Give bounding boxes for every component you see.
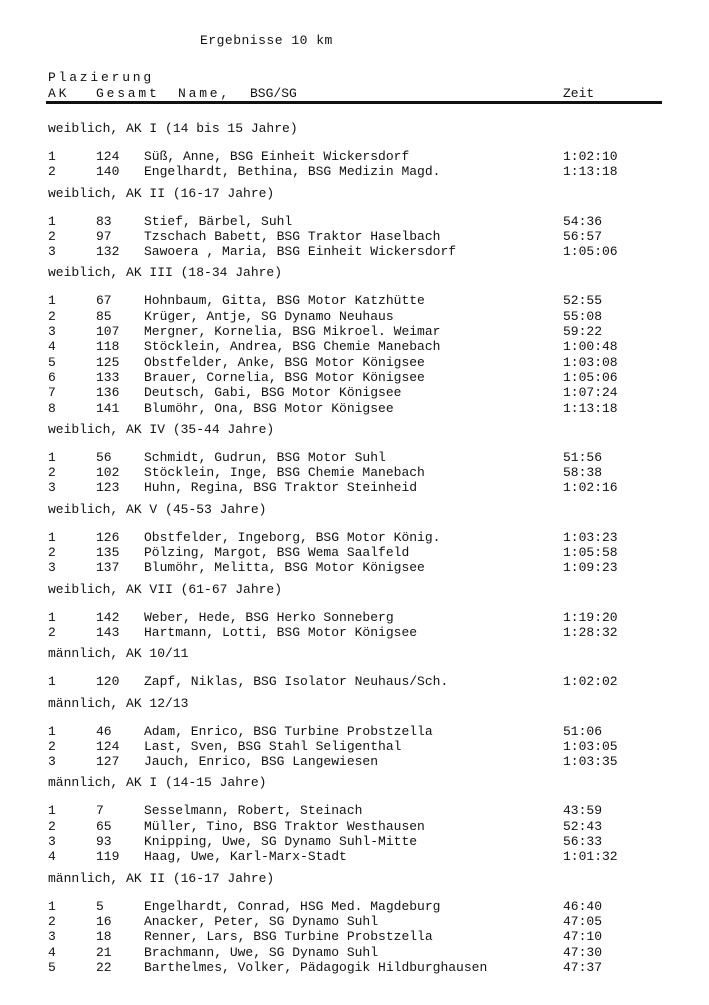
rank-overall: 16 [96, 913, 112, 929]
group-title: männlich, AK 10/11 [48, 646, 189, 662]
finish-time: 55:08 [563, 308, 603, 324]
rank-ak: 1 [48, 213, 56, 229]
rank-overall: 46 [96, 723, 112, 739]
group-title: weiblich, AK V (45-53 Jahre) [48, 501, 267, 517]
athlete-name: Barthelmes, Volker, Pädagogik Hildburghausen [144, 959, 488, 975]
athlete-name: Brachmann, Uwe, SG Dynamo Suhl [144, 944, 379, 960]
rank-ak: 2 [48, 308, 56, 324]
athlete-name: Süß, Anne, BSG Einheit Wickersdorf [144, 149, 410, 164]
rank-ak: 8 [48, 400, 56, 416]
rank-ak: 4 [48, 944, 56, 960]
header-plazierung: Plazierung [48, 70, 155, 85]
result-row [48, 960, 658, 975]
column-header-gesamt: Gesamt [96, 86, 160, 101]
rank-overall: 127 [96, 754, 120, 770]
page-title: Ergebnisse 10 km [200, 33, 333, 48]
rank-overall: 67 [96, 293, 112, 309]
rank-overall: 118 [96, 339, 120, 355]
result-row [48, 929, 658, 944]
rank-overall: 65 [96, 818, 112, 834]
finish-time: 1:00:48 [563, 339, 618, 355]
rank-overall: 107 [96, 324, 120, 340]
result-group [48, 121, 658, 180]
rank-overall: 123 [96, 480, 120, 496]
rank-ak: 1 [48, 529, 56, 545]
result-row [48, 545, 658, 560]
rank-overall: 136 [96, 385, 120, 401]
result-row [48, 480, 658, 495]
rank-overall: 18 [96, 929, 112, 945]
rank-ak: 2 [48, 465, 56, 481]
finish-time: 1:13:18 [563, 400, 618, 416]
athlete-name: Hohnbaum, Gitta, BSG Motor Katzhütte [144, 293, 425, 309]
rank-ak: 1 [48, 723, 56, 739]
rank-overall: 137 [96, 560, 120, 576]
result-row [48, 401, 658, 416]
finish-time: 1:02:10 [563, 149, 618, 164]
finish-time: 47:05 [563, 913, 603, 929]
group-title: weiblich, AK III (18-34 Jahre) [48, 265, 283, 281]
rank-overall: 135 [96, 545, 120, 561]
group-title: weiblich, AK VII (61-67 Jahre) [48, 581, 283, 597]
rank-overall: 119 [96, 849, 120, 865]
rank-ak: 2 [48, 228, 56, 244]
result-row [48, 724, 658, 739]
athlete-name: Anacker, Peter, SG Dynamo Suhl [144, 913, 379, 929]
rank-ak: 2 [48, 164, 56, 180]
rank-ak: 2 [48, 738, 56, 754]
result-row [48, 754, 658, 769]
rank-ak: 2 [48, 624, 56, 640]
finish-time: 51:56 [563, 449, 603, 465]
athlete-name: Weber, Hede, BSG Herko Sonneberg [144, 609, 394, 625]
finish-time: 1:13:18 [563, 164, 618, 180]
finish-time: 46:40 [563, 898, 603, 914]
rank-ak: 5 [48, 959, 56, 975]
result-row [48, 214, 658, 229]
athlete-name: Tzschach Babett, BSG Traktor Haselbach [144, 228, 441, 244]
result-row [48, 803, 658, 818]
athlete-name: Pölzing, Margot, BSG Wema Saalfeld [144, 545, 410, 561]
result-group [48, 775, 658, 864]
finish-time: 1:07:24 [563, 385, 618, 401]
rank-ak: 1 [48, 149, 56, 164]
finish-time: 59:22 [563, 324, 603, 340]
result-group [48, 582, 658, 641]
rank-overall: 56 [96, 449, 112, 465]
athlete-name: Müller, Tino, BSG Traktor Westhausen [144, 818, 425, 834]
rank-overall: 85 [96, 308, 112, 324]
group-title: weiblich, AK I (14 bis 15 Jahre) [48, 121, 298, 136]
athlete-name: Engelhardt, Conrad, HSG Med. Magdeburg [144, 898, 441, 914]
athlete-name: Huhn, Regina, BSG Traktor Steinheid [144, 480, 418, 496]
finish-time: 1:28:32 [563, 624, 618, 640]
rank-overall: 102 [96, 465, 120, 481]
group-title: männlich, AK 12/13 [48, 695, 189, 711]
rank-overall: 124 [96, 149, 120, 164]
athlete-name: Deutsch, Gabi, BSG Motor Königsee [144, 385, 402, 401]
result-row [48, 339, 658, 354]
rank-ak: 3 [48, 834, 56, 850]
result-row [48, 610, 658, 625]
rank-overall: 125 [96, 354, 120, 370]
column-header-bsg: BSG/SG [250, 86, 297, 101]
result-row [48, 164, 658, 179]
result-group [48, 265, 658, 415]
finish-time: 1:19:20 [563, 609, 618, 625]
result-row [48, 625, 658, 640]
column-header-row [48, 86, 658, 102]
rank-overall: 97 [96, 228, 112, 244]
finish-time: 1:05:06 [563, 244, 618, 260]
group-title: männlich, AK II (16-17 Jahre) [48, 870, 275, 886]
result-row [48, 530, 658, 545]
rank-ak: 1 [48, 803, 56, 819]
finish-time: 47:10 [563, 929, 603, 945]
rank-ak: 1 [48, 293, 56, 309]
finish-time: 56:57 [563, 228, 603, 244]
finish-time: 1:02:02 [563, 674, 618, 690]
athlete-name: Obstfelder, Ingeborg, BSG Motor König. [144, 529, 441, 545]
result-row [48, 739, 658, 754]
rank-overall: 142 [96, 609, 120, 625]
rank-ak: 1 [48, 674, 56, 690]
result-row [48, 370, 658, 385]
rank-ak: 1 [48, 609, 56, 625]
group-title: weiblich, AK II (16-17 Jahre) [48, 185, 275, 201]
finish-time: 52:43 [563, 818, 603, 834]
finish-time: 43:59 [563, 803, 603, 819]
result-row [48, 244, 658, 259]
result-group [48, 422, 658, 496]
result-row [48, 849, 658, 864]
rank-ak: 1 [48, 898, 56, 914]
rank-overall: 141 [96, 400, 120, 416]
rank-overall: 5 [96, 898, 104, 914]
result-row [48, 674, 658, 689]
result-row [48, 819, 658, 834]
rank-overall: 143 [96, 624, 120, 640]
rank-ak: 5 [48, 354, 56, 370]
finish-time: 1:03:05 [563, 738, 618, 754]
rank-ak: 3 [48, 754, 56, 770]
result-row [48, 355, 658, 370]
rank-ak: 3 [48, 560, 56, 576]
result-group [48, 696, 658, 770]
athlete-name: Last, Sven, BSG Stahl Seligenthal [144, 738, 402, 754]
result-row [48, 834, 658, 849]
athlete-name: Engelhardt, Bethina, BSG Medizin Magd. [144, 164, 441, 180]
group-title: weiblich, AK IV (35-44 Jahre) [48, 421, 275, 437]
finish-time: 47:37 [563, 959, 603, 975]
rank-overall: 7 [96, 803, 104, 819]
column-header-ak: AK [48, 86, 70, 101]
result-row [48, 385, 658, 400]
athlete-name: Stief, Bärbel, Suhl [144, 213, 293, 229]
athlete-name: Brauer, Cornelia, BSG Motor Königsee [144, 369, 425, 385]
result-row [48, 229, 658, 244]
rank-overall: 93 [96, 834, 112, 850]
column-header-zeit: Zeit [563, 86, 595, 101]
result-group [48, 502, 658, 576]
athlete-name: Hartmann, Lotti, BSG Motor Königsee [144, 624, 418, 640]
rank-ak: 3 [48, 324, 56, 340]
finish-time: 51:06 [563, 723, 603, 739]
rank-ak: 1 [48, 449, 56, 465]
finish-time: 52:55 [563, 293, 603, 309]
athlete-name: Sesselmann, Robert, Steinach [144, 803, 363, 819]
result-row [48, 149, 658, 164]
rank-ak: 3 [48, 929, 56, 945]
athlete-name: Stöcklein, Inge, BSG Chemie Manebach [144, 465, 425, 481]
rank-ak: 2 [48, 545, 56, 561]
rank-overall: 126 [96, 529, 120, 545]
athlete-name: Blumöhr, Ona, BSG Motor Königsee [144, 400, 394, 416]
athlete-name: Zapf, Niklas, BSG Isolator Neuhaus/Sch. [144, 674, 449, 690]
result-row [48, 324, 658, 339]
finish-time: 1:05:06 [563, 369, 618, 385]
finish-time: 1:03:08 [563, 354, 618, 370]
finish-time: 58:38 [563, 465, 603, 481]
rank-ak: 3 [48, 244, 56, 260]
group-title: männlich, AK I (14-15 Jahre) [48, 775, 267, 791]
finish-time: 1:01:32 [563, 849, 618, 865]
athlete-name: Adam, Enrico, BSG Turbine Probstzella [144, 723, 433, 739]
rank-overall: 21 [96, 944, 112, 960]
result-row [48, 945, 658, 960]
finish-time: 1:03:35 [563, 754, 618, 770]
rank-ak: 7 [48, 385, 56, 401]
rank-overall: 124 [96, 738, 120, 754]
finish-time: 1:03:23 [563, 529, 618, 545]
athlete-name: Blumöhr, Melitta, BSG Motor Königsee [144, 560, 425, 576]
rank-ak: 2 [48, 818, 56, 834]
result-row [48, 465, 658, 480]
result-group [48, 871, 658, 975]
rank-overall: 133 [96, 369, 120, 385]
rank-overall: 120 [96, 674, 120, 690]
athlete-name: Obstfelder, Anke, BSG Motor Königsee [144, 354, 425, 370]
result-group [48, 646, 658, 689]
rank-ak: 6 [48, 369, 56, 385]
finish-time: 1:05:58 [563, 545, 618, 561]
athlete-name: Knipping, Uwe, SG Dynamo Suhl-Mitte [144, 834, 418, 850]
athlete-name: Haag, Uwe, Karl-Marx-Stadt [144, 849, 347, 865]
athlete-name: Krüger, Antje, SG Dynamo Neuhaus [144, 308, 394, 324]
athlete-name: Renner, Lars, BSG Turbine Probstzella [144, 929, 433, 945]
rank-ak: 4 [48, 339, 56, 355]
header-divider [46, 101, 662, 104]
finish-time: 47:30 [563, 944, 603, 960]
athlete-name: Jauch, Enrico, BSG Langewiesen [144, 754, 379, 770]
finish-time: 1:02:16 [563, 480, 618, 496]
rank-ak: 2 [48, 913, 56, 929]
rank-overall: 22 [96, 959, 112, 975]
result-row [48, 560, 658, 575]
rank-overall: 140 [96, 164, 120, 180]
finish-time: 56:33 [563, 834, 603, 850]
finish-time: 54:36 [563, 213, 603, 229]
result-row [48, 309, 658, 324]
athlete-name: Schmidt, Gudrun, BSG Motor Suhl [144, 449, 386, 465]
athlete-name: Sawoera , Maria, BSG Einheit Wickersdorf [144, 244, 457, 260]
column-header-name: Name, [178, 86, 232, 101]
rank-ak: 4 [48, 849, 56, 865]
rank-overall: 132 [96, 244, 120, 260]
rank-ak: 3 [48, 480, 56, 496]
athlete-name: Stöcklein, Andrea, BSG Chemie Manebach [144, 339, 441, 355]
result-row [48, 293, 658, 308]
result-group [48, 186, 658, 260]
athlete-name: Mergner, Kornelia, BSG Mikroel. Weimar [144, 324, 441, 340]
result-row [48, 450, 658, 465]
rank-overall: 83 [96, 213, 112, 229]
results-list [48, 121, 658, 981]
finish-time: 1:09:23 [563, 560, 618, 576]
result-row [48, 914, 658, 929]
result-row [48, 899, 658, 914]
